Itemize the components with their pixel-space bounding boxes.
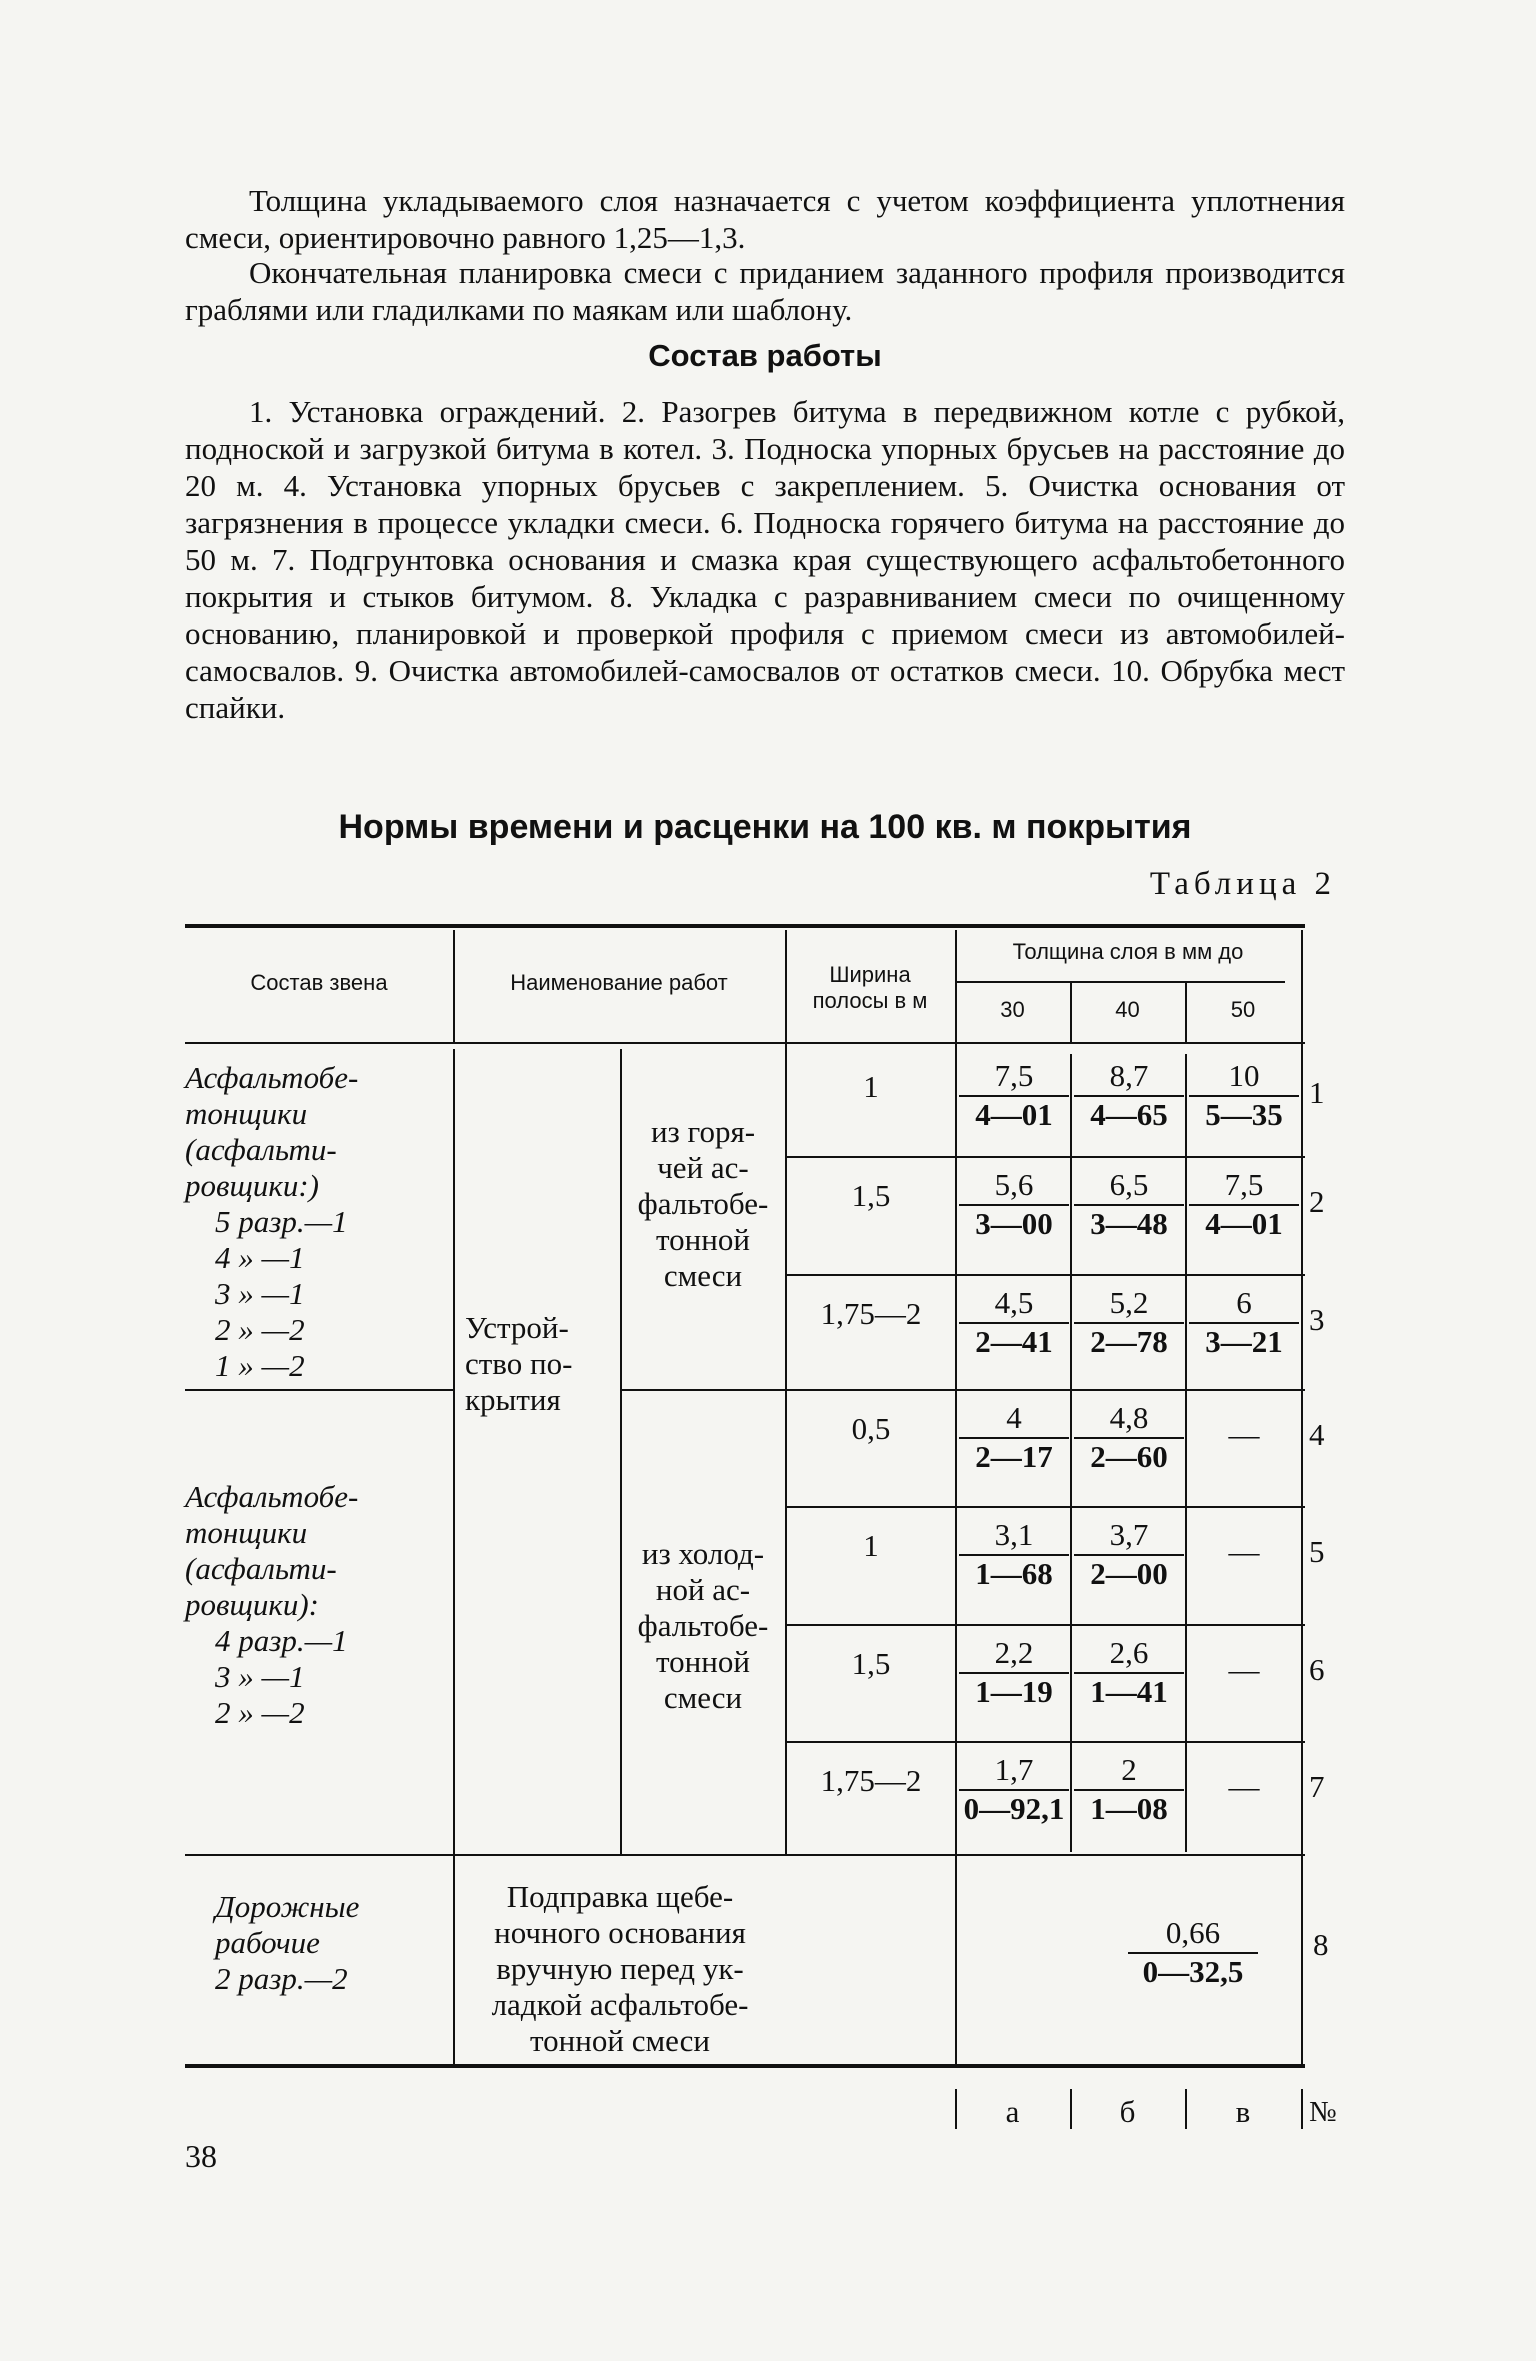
norms-table: Состав звена Наименование работ Ширина полосы в м Толщина слоя в мм до 30 40 50 Асфальтобе- тонщики (асфальти- ровщики:) 5 разр.—1 4 » —1 3 » —1 2 » —2 1 » —2 Асфальтобе- тонщики (асфальти- ровщики): 4 разр.—1 3 » —1 2 » —2 Дорожные рабочие 2 разр.—2 Устрой- ство по- крытия из горя- чей ас- фальтобе- тонной смеси из холод- ной ас- фальтобе- тонной смеси Подправка щебе- ночного основания вручную перед ук- ладкой асфальтобе- тонной смеси 1 $\frac{7,5}{4—01}$ $\frac{8,7}{4—65}$ $\frac{10}{5—35}$ 1 1,5 $\frac{5,6}{3—00}$ $\frac{6,5}{3—48}$ $\frac{7,5}{4—01}$ 2 1,75—2 $\frac{4,5}{2—41}$ $\frac{5,2}{2—78}$ $\frac{6}{3—21}$ 3 0,5 $\frac{4}{2—17}$ $\frac{4,8}{2—60}$ — 4 1 $\frac{3,1}{1—68}$ $\frac{3,7}{2—00}$ — 5 1,5 $\frac{2,2}{1—19}$ $\frac{2,6}{1—41}$ — 6 1,75—2 $\frac{1,7}{0—92,1}$ $\frac{2}{1—08}$ — 7 $\frac{0,66}{0—32,5}$ 8 а б в № (185, 924, 1305, 2084)
crew-line: 3 » —1 (215, 1276, 305, 1311)
row-rule (785, 1741, 1305, 1743)
row-width: 0,5 (851, 1411, 891, 1446)
crew-line: (асфальти- (185, 1132, 337, 1167)
work-line: ной ас- (655, 1572, 751, 1607)
value-time: 8,7 (1074, 1057, 1184, 1097)
row-width: 1 (863, 1069, 879, 1104)
row-rule (185, 1854, 1305, 1856)
heading-work-composition: Состав работы (648, 338, 882, 373)
value-cell-a (959, 1516, 1069, 1592)
value-time: 4,8 (1074, 1399, 1184, 1439)
header-subrule (955, 981, 1285, 983)
crew-line: 2 » —2 (215, 1695, 305, 1730)
value-price: 2—78 (1090, 1324, 1168, 1359)
row-number: 2 (1309, 1184, 1325, 1219)
row-number: 4 (1309, 1417, 1325, 1452)
work-line: ладкой асфальтобе- (491, 1987, 749, 2022)
work-line: крытия (465, 1382, 561, 1417)
heading-norms: Нормы времени и расценки на 100 кв. м покрытия (338, 808, 1192, 846)
row-number: 1 (1309, 1075, 1325, 1110)
value-price: 0—32,5 (1142, 1954, 1244, 1989)
header-col-40: 40 (1115, 997, 1140, 1022)
work-paving (457, 1310, 619, 1418)
crew-asphalt-hot (185, 1060, 453, 1384)
header-col-30: 30 (1000, 997, 1025, 1022)
value-time: 3,7 (1074, 1516, 1184, 1556)
header-bottom-rule (185, 1042, 1305, 1044)
work-line: ство по- (465, 1346, 573, 1381)
table-label: Таблица 2 (1149, 866, 1336, 902)
value-cell-c (1189, 1166, 1299, 1242)
crew-line: 2 разр.—2 (215, 1961, 348, 1996)
value-cell-b (1074, 1284, 1184, 1360)
work-line: фальтобе- (637, 1186, 769, 1221)
header-width-unit: полосы в м (812, 988, 928, 1013)
crew-line: 1 » —2 (215, 1348, 305, 1383)
crew-line: Асфальтобе- (185, 1479, 359, 1514)
work-line: тонной (656, 1222, 750, 1257)
crew-line: Дорожные (215, 1889, 360, 1924)
row-rule (785, 1506, 1305, 1508)
work-line: Устрой- (465, 1310, 569, 1345)
col-rule (1301, 930, 1303, 2064)
value-price: 1—19 (975, 1674, 1053, 1709)
row-width: 1,75—2 (820, 1763, 922, 1798)
header-work-name: Наименование работ (510, 970, 728, 995)
crew-line: 5 разр.—1 (215, 1204, 348, 1239)
value-time: 6 (1189, 1284, 1299, 1324)
row-width: 1 (863, 1528, 879, 1563)
value-cell-a (959, 1057, 1069, 1133)
row-rule (620, 1389, 1305, 1391)
value-price: 3—00 (975, 1206, 1053, 1241)
work-line: из горя- (650, 1114, 756, 1149)
footer-col-c: в (1235, 2094, 1251, 2129)
value-cell-c: — (1228, 1769, 1260, 1804)
value-cell-c: — (1228, 1652, 1260, 1687)
crew-line: ровщики): (185, 1587, 320, 1622)
value-time: 2,2 (959, 1634, 1069, 1674)
footer-rule (1301, 2089, 1303, 2129)
value-time: 3,1 (959, 1516, 1069, 1556)
table-top-rule (185, 924, 1305, 928)
value-cell-b (1074, 1634, 1184, 1710)
value-cell-c (1189, 1284, 1299, 1360)
value-cell-a (959, 1399, 1069, 1475)
value-price: 2—60 (1090, 1439, 1168, 1474)
value-price: 3—21 (1205, 1324, 1283, 1359)
value-time: 4,5 (959, 1284, 1069, 1324)
value-cell-c: — (1228, 1417, 1260, 1452)
col-rule (1185, 1054, 1187, 1852)
value-time: 2,6 (1074, 1634, 1184, 1674)
value-time: 2 (1074, 1751, 1184, 1791)
footer-col-no: № (1309, 2096, 1337, 2128)
value-time: 6,5 (1074, 1166, 1184, 1206)
paragraph-work-steps: 1. Установка ограждений. 2. Разогрев битума в передвижном котле с рубкой, подноской и загрузкой битума в котел. 3. Подноска упорных брусьев на расстояние до 20 м. 4. Установка упорных брусьев с закреплением. 5. Очистка основания от загрязнения в процессе укладки смеси. 6. Подноска горячего битума на расстояние до 50 м. 7. Подгрунтовка основания и смазка края существующего асфальтобетонного покрытия и стыков битумом. 8. Укладка с разравниванием смеси по очищенному основанию, планировкой и проверкой профиля с приемом смеси из автомобилей-самосвалов. 9. Очистка автомобилей-самосвалов от остатков смеси. 10. Обрубка мест спайки. (185, 394, 1345, 725)
crew-rule (185, 1389, 455, 1391)
paragraph-density: Толщина укладываемого слоя назначается с учетом коэффициента уплотнения смеси, ориентировочно равного 1,25—1,3. (185, 183, 1345, 255)
work-line: чей ас- (657, 1150, 749, 1185)
value-price: 5—35 (1205, 1097, 1283, 1132)
table-bottom-rule (185, 2064, 1305, 2068)
value-cell-b (1074, 1057, 1184, 1133)
value-time: 5,2 (1074, 1284, 1184, 1324)
value-cell-b (1074, 1516, 1184, 1592)
value-cell-a (959, 1751, 1069, 1827)
work-base-repair (457, 1879, 783, 2059)
work-line: тонной (656, 1644, 750, 1679)
col-rule (955, 930, 957, 2064)
work-hot-mix (622, 1114, 784, 1294)
row-rule (785, 1274, 1305, 1276)
crew-line: 4 » —1 (215, 1240, 305, 1275)
crew-line: 2 » —2 (215, 1312, 305, 1347)
row-rule (785, 1156, 1305, 1158)
crew-line: тонщики (185, 1515, 308, 1550)
value-price: 4—01 (975, 1097, 1053, 1132)
crew-line: ровщики:) (185, 1168, 320, 1203)
value-cell-b (1074, 1399, 1184, 1475)
value-price: 2—17 (975, 1439, 1053, 1474)
crew-line: рабочие (215, 1925, 320, 1960)
col-rule (1070, 1054, 1072, 1852)
work-line: Подправка щебе- (506, 1879, 734, 1914)
row-width: 1,5 (851, 1178, 891, 1213)
crew-asphalt-cold (185, 1479, 453, 1731)
value-cell-b (1074, 1751, 1184, 1827)
value-time: 1,7 (959, 1751, 1069, 1791)
work-line: смеси (663, 1680, 743, 1715)
paragraph-planning: Окончательная планировка смеси с приданием заданного профиля производится граблями или гладилками по маякам или шаблону. (185, 255, 1345, 327)
value-cell-b (1074, 1166, 1184, 1242)
col-rule (453, 1049, 455, 2064)
crew-line: 4 разр.—1 (215, 1623, 348, 1658)
crew-road-workers (215, 1889, 453, 1997)
header-width: Ширина (829, 962, 911, 987)
row-number: 7 (1309, 1769, 1325, 1804)
crew-line: тонщики (185, 1096, 308, 1131)
work-line: из холод- (641, 1536, 765, 1571)
row-number: 6 (1309, 1652, 1325, 1687)
crew-line: (асфальти- (185, 1551, 337, 1586)
value-cell-a (959, 1284, 1069, 1360)
value-price: 1—08 (1090, 1791, 1168, 1826)
value-cell-a (959, 1166, 1069, 1242)
footer-col-a: а (1005, 2094, 1020, 2129)
work-line: вручную перед ук- (496, 1951, 744, 1986)
row-width: 1,5 (851, 1646, 891, 1681)
value-cell-c (1189, 1057, 1299, 1133)
row-number: 5 (1309, 1534, 1325, 1569)
value-time: 4 (959, 1399, 1069, 1439)
value-price: 4—65 (1090, 1097, 1168, 1132)
row8-value (1128, 1914, 1258, 1990)
value-time: 7,5 (959, 1057, 1069, 1097)
row-number: 3 (1309, 1302, 1325, 1337)
value-time: 10 (1189, 1057, 1299, 1097)
value-cell-a (959, 1634, 1069, 1710)
value-time: 0,66 (1128, 1914, 1258, 1954)
row-rule (785, 1624, 1305, 1626)
value-time: 5,6 (959, 1166, 1069, 1206)
work-line: фальтобе- (637, 1608, 769, 1643)
footer-col-b: б (1119, 2094, 1136, 2129)
work-line: тонной смеси (530, 2023, 710, 2058)
header-crew: Состав звена (250, 970, 388, 995)
value-cell-c: — (1228, 1534, 1260, 1569)
value-price: 1—41 (1090, 1674, 1168, 1709)
work-line: смеси (663, 1258, 743, 1293)
page-number: 38 (185, 2138, 217, 2174)
header-col-50: 50 (1230, 997, 1256, 1022)
row-width: 1,75—2 (820, 1296, 922, 1331)
work-line: ночного основания (494, 1915, 746, 1950)
crew-line: 3 » —1 (215, 1659, 305, 1694)
work-cold-mix (622, 1536, 784, 1716)
value-price: 1—68 (975, 1556, 1053, 1591)
crew-line: Асфальтобе- (185, 1060, 359, 1095)
value-price: 0—92,1 (963, 1791, 1065, 1826)
value-price: 4—01 (1205, 1206, 1283, 1241)
value-price: 3—48 (1090, 1206, 1168, 1241)
value-price: 2—41 (975, 1324, 1053, 1359)
value-price: 2—00 (1090, 1556, 1168, 1591)
value-time: 7,5 (1189, 1166, 1299, 1206)
header-thickness: Толщина слоя в мм до (1012, 939, 1244, 964)
